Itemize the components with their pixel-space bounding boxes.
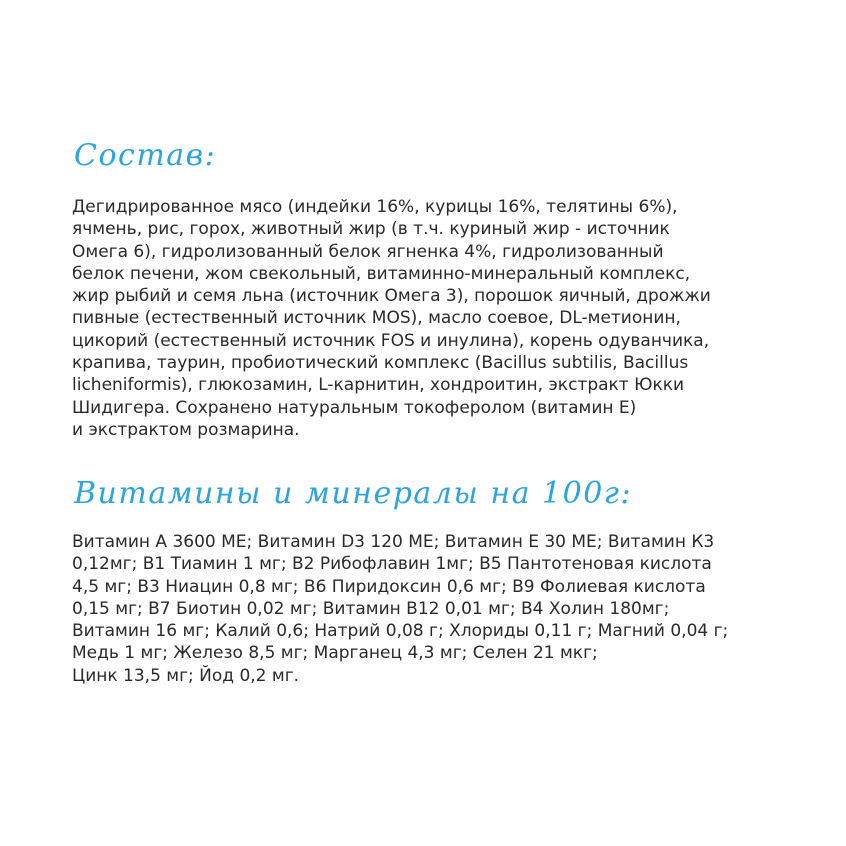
composition-line: пивные (естественный источник MOS), масло соевое, DL-метионин,: [72, 308, 681, 329]
composition-line: Шидигера. Сохранено натуральным токоферолом (витамин Е): [72, 397, 637, 418]
composition-line: Дегидрированное мясо (индейки 16%, курицы 16%, телятины 6%),: [72, 197, 678, 217]
composition-line: жир рыбий и семя льна (источник Омега 3), порошок яичный, дрожжи: [72, 286, 711, 307]
vitamins-line: Витамин 16 мг; Калий 0,6; Натрий 0,08 г; Хлориды 0,11 г; Магний 0,04 г;: [72, 621, 729, 642]
composition-line: крапива, таурин, пробиотический комплекс (Bacillus subtilis, Bacillus: [72, 353, 689, 374]
composition-line: ячмень, рис, горох, животный жир (в т.ч. куриный жир - источник: [72, 219, 670, 240]
composition-line: белок печени, жом свекольный, витаминно-минеральный комплекс,: [72, 263, 691, 284]
composition-line: Омега 6), гидролизованный белок ягненка 4%, гидролизованный: [72, 241, 664, 262]
composition-text: [72, 196, 792, 441]
vitamins-heading: Витамины и минералы на 100г:: [74, 476, 633, 511]
vitamins-line: 0,12мг; В1 Тиамин 1 мг; В2 Рибофлавин 1мг; В5 Пантотеновая кислота: [72, 554, 712, 575]
vitamins-line: Витамин А 3600 МЕ; Витамин D3 120 МЕ; Витамин Е 30 МЕ; Витамин К3: [72, 532, 715, 552]
composition-line: цикорий (естественный источник FOS и инулина), корень одуванчика,: [72, 330, 710, 351]
vitamins-line: Медь 1 мг; Железо 8,5 мг; Марганец 4,3 мг; Селен 21 мкг;: [72, 643, 598, 664]
vitamins-text: [72, 531, 792, 687]
composition-heading: Состав:: [74, 138, 217, 173]
composition-line: и экстрактом розмарина.: [72, 419, 300, 440]
vitamins-line: 4,5 мг; В3 Ниацин 0,8 мг; В6 Пиридоксин 0,6 мг; В9 Фолиевая кислота: [72, 576, 706, 597]
vitamins-line: 0,15 мг; В7 Биотин 0,02 мг; Витамин В12 0,01 мг; В4 Холин 180мг;: [72, 598, 670, 619]
vitamins-line: Цинк 13,5 мг; Йод 0,2 мг.: [72, 665, 300, 686]
composition-line: licheniformis), глюкозамин, L-карнитин, хондроитин, экстракт Юкки: [72, 375, 685, 396]
